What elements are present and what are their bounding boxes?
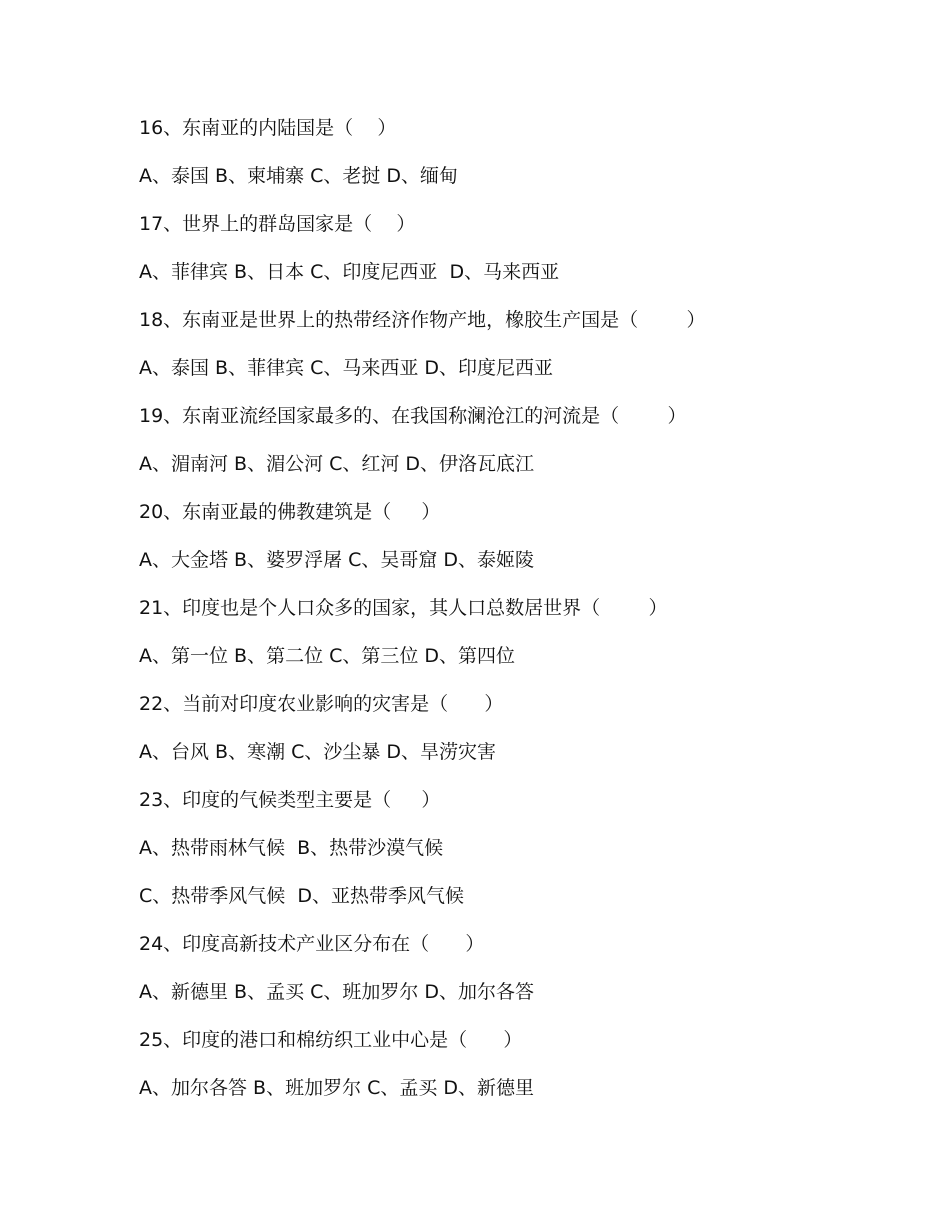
options-22: A、台风 B、寒潮 C、沙尘暴 D、旱涝灾害 <box>139 741 497 763</box>
question-20: 20、东南亚最的佛教建筑是（ ） <box>139 501 441 523</box>
question-22: 22、当前对印度农业影响的灾害是（ ） <box>139 693 504 715</box>
question-19: 19、东南亚流经国家最多的、在我国称澜沧江的河流是（ ） <box>139 405 687 427</box>
options-16: A、泰国 B、柬埔寨 C、老挝 D、缅甸 <box>139 165 459 187</box>
options-17: A、菲律宾 B、日本 C、印度尼西亚 D、马来西亚 <box>139 261 560 283</box>
options-24: A、新德里 B、孟买 C、班加罗尔 D、加尔各答 <box>139 981 535 1003</box>
question-17: 17、世界上的群岛国家是（ ） <box>139 213 416 235</box>
question-18: 18、东南亚是世界上的热带经济作物产地，橡胶生产国是（ ） <box>139 309 706 331</box>
options-18: A、泰国 B、菲律宾 C、马来西亚 D、印度尼西亚 <box>139 357 554 379</box>
question-list <box>139 112 910 1120</box>
question-21: 21、印度也是个人口众多的国家，其人口总数居世界（ ） <box>139 597 668 619</box>
options-21: A、第一位 B、第二位 C、第三位 D、第四位 <box>139 645 516 667</box>
question-23: 23、印度的气候类型主要是（ ） <box>139 789 441 811</box>
question-24: 24、印度高新技术产业区分布在（ ） <box>139 933 485 955</box>
options-20: A、大金塔 B、婆罗浮屠 C、吴哥窟 D、泰姬陵 <box>139 549 535 571</box>
options-19: A、湄南河 B、湄公河 C、红河 D、伊洛瓦底江 <box>139 453 535 475</box>
question-25: 25、印度的港口和棉纺织工业中心是（ ） <box>139 1029 523 1051</box>
question-16: 16、东南亚的内陆国是（ ） <box>139 117 397 139</box>
options-23-line-2: C、热带季风气候 D、亚热带季风气候 <box>139 885 464 907</box>
options-25: A、加尔各答 B、班加罗尔 C、孟买 D、新德里 <box>139 1077 535 1099</box>
options-23-line-1: A、热带雨林气候 B、热带沙漠气候 <box>139 837 444 859</box>
